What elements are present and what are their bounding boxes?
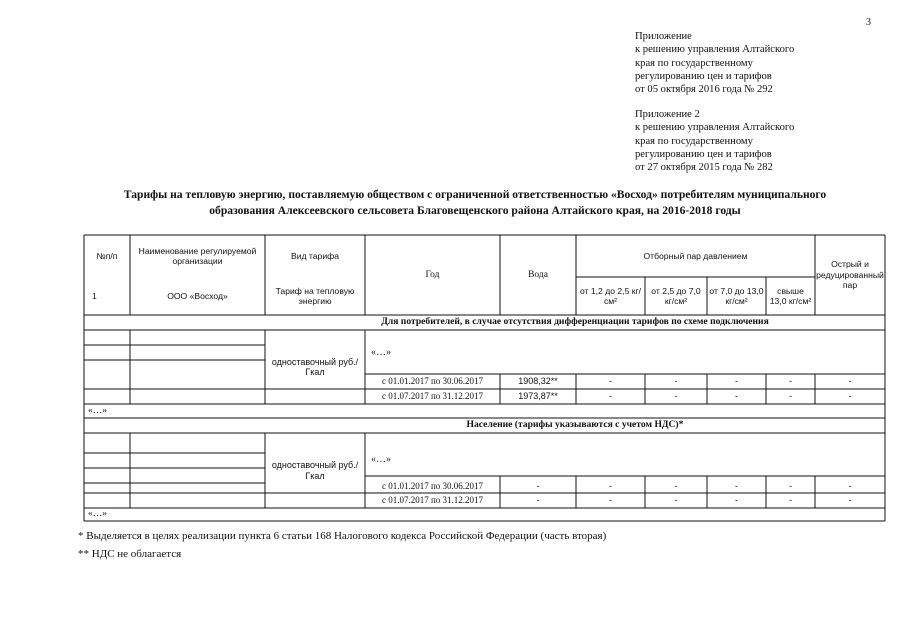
header-steam-1: от 1,2 до 2,5 кг/см² (579, 285, 642, 306)
section-1-row-2-s4: - (789, 391, 792, 402)
org-row-tariff: Тариф на тепловую энергию (275, 285, 355, 306)
section-2-row-2-water: - (536, 495, 540, 506)
section-1-row-2-s2: - (674, 391, 678, 402)
title-line-1: Тарифы на тепловую энергию, поставляемую обществом с ограниченной ответственностью «Восход» потребителям муниципального (123, 188, 827, 201)
header-tariff-type: Вид тарифа (291, 250, 339, 261)
section-2-ellipsis: «…» (371, 453, 391, 465)
section-2-row-1-water: - (536, 480, 540, 491)
appendix-1-line: регулированию цен и тарифов (635, 70, 772, 82)
header-org: Наименование регулируемой организации (138, 245, 257, 266)
footnote-1: * Выделяется в целях реализации пункта 6 статьи 168 Налогового кодекса Российской Федерации (часть вторая) (78, 530, 607, 542)
section-2-row-2-sharp: - (848, 495, 852, 506)
end-ellipsis: «…» (88, 509, 107, 520)
section-1-row-1-s1: - (609, 376, 612, 387)
section-1-row-2-s3: - (735, 391, 738, 402)
appendix-2-line: регулированию цен и тарифов (635, 148, 772, 160)
header-num: №п/п (96, 250, 118, 261)
header-steam-3: от 7,0 до 13,0 кг/см² (709, 285, 764, 306)
section-2-row-1-sharp: - (848, 480, 852, 491)
section-1-ellipsis: «…» (371, 346, 391, 358)
section-1-row-1-s2: - (674, 376, 678, 387)
org-row-num: 1 (92, 290, 97, 301)
section-2-row-2-s4: - (789, 495, 792, 506)
appendix-1-line: Приложение (635, 31, 692, 42)
appendix-2-line: от 27 октября 2015 года № 282 (635, 162, 773, 174)
appendix-1-line: края по государственному (635, 57, 753, 69)
section-2-row-1-s4: - (789, 480, 792, 491)
section-1-row-2-period: с 01.07.2017 по 31.12.2017 (381, 391, 484, 402)
footnote-2: ** НДС не облагается (78, 548, 182, 560)
appendix-2-line: к решению управления Алтайского (635, 122, 795, 134)
section-2-tariff-type: одноставочный руб./Гкал (271, 460, 359, 481)
between-ellipsis: «…» (88, 405, 107, 416)
header-steam-2: от 2,5 до 7,0 кг/см² (651, 285, 701, 306)
header-year: Год (425, 269, 440, 280)
org-row-name: ООО «Восход» (167, 290, 228, 301)
page-number: 3 (866, 17, 871, 28)
appendix-1-line: от 05 октября 2016 года № 292 (635, 84, 773, 96)
header-water: Вода (528, 269, 548, 280)
section-1-row-1-s3: - (735, 376, 738, 387)
section-2-row-1-s1: - (609, 480, 612, 491)
appendix-1-line: к решению управления Алтайского (635, 44, 795, 56)
section-1-row-1-water: 1908,32** (518, 376, 558, 387)
section-1-row-2-s1: - (609, 391, 612, 402)
section-1-row-1-s4: - (789, 376, 792, 387)
section-1-row-1-sharp: - (848, 376, 852, 387)
section-2-row-1-s2: - (674, 480, 678, 491)
section-2-row-2-s3: - (735, 495, 738, 506)
section-1-heading: Для потребителей, в случае отсутствия дифференциации тарифов по схеме подключения (381, 316, 769, 328)
appendix-2-line: Приложение 2 (635, 109, 700, 120)
section-2-row-2-period: с 01.07.2017 по 31.12.2017 (381, 495, 484, 506)
section-1-row-2-sharp: - (848, 391, 852, 402)
section-1-row-1-period: с 01.01.2017 по 30.06.2017 (381, 376, 484, 387)
section-2-row-2-s2: - (674, 495, 678, 506)
section-1-row-2-water: 1973,87** (518, 391, 558, 402)
title-line-2: образования Алексеевского сельсовета Благовещенского района Алтайского края, на 2016-2018 годы (209, 204, 741, 217)
header-sharp-steam: Острый и редуцированный пар (816, 259, 884, 291)
section-2-row-1-s3: - (735, 480, 738, 491)
header-steam-group: Отборный пар давлением (643, 250, 748, 261)
section-1-tariff-type: одноставочный руб./Гкал (271, 356, 359, 377)
section-2-row-2-s1: - (609, 495, 612, 506)
section-2-row-1-period: с 01.01.2017 по 30.06.2017 (381, 480, 484, 491)
appendix-2-line: края по государственному (635, 135, 753, 147)
section-2-heading: Население (тарифы указываются с учетом НДС)* (466, 419, 684, 431)
header-steam-4: свыше 13,0 кг/см² (769, 285, 812, 306)
